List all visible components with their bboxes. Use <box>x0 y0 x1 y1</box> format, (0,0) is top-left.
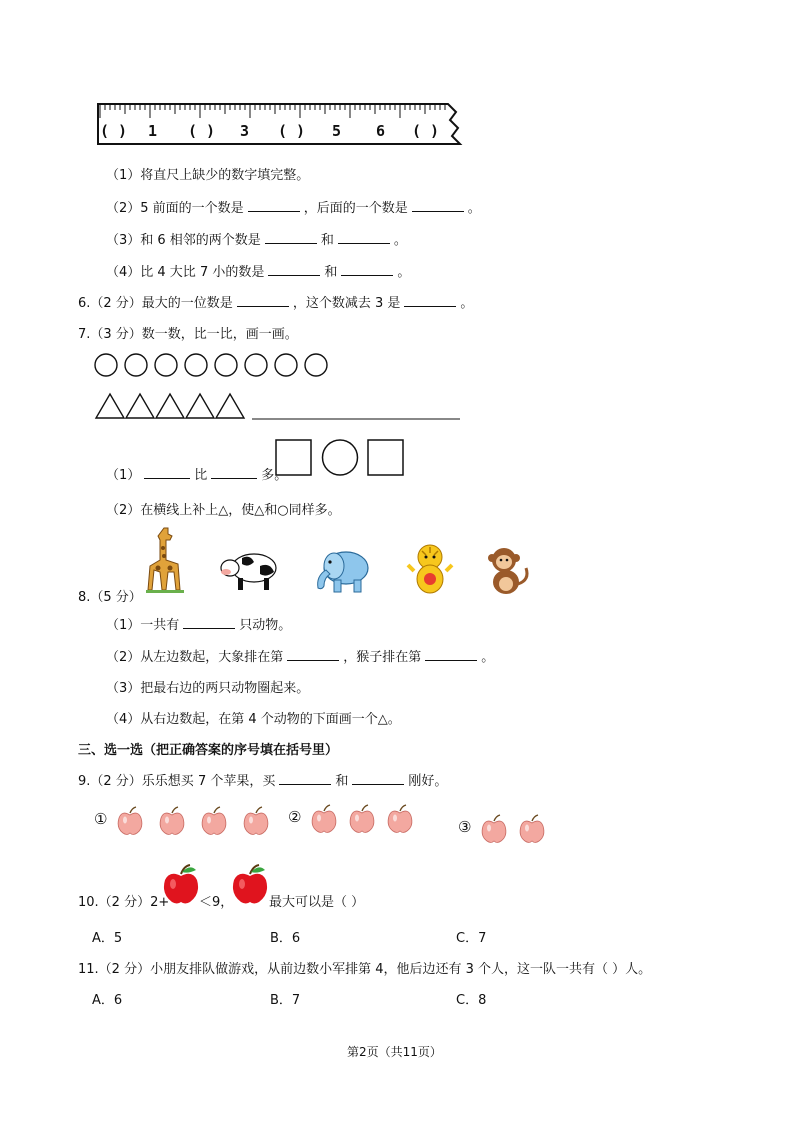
answer-blank[interactable] <box>248 199 300 212</box>
red-apple-icon <box>231 864 269 906</box>
pink-apple-icon <box>310 804 338 834</box>
q7-sub1-text-a: （1） <box>106 468 141 483</box>
triangle-shape <box>156 394 184 418</box>
q7-title: 7.（3 分）数一数，比一比，画一画。 <box>78 327 298 342</box>
triangle-shape <box>96 394 124 418</box>
q5-sub3-text-b: 和 <box>320 233 334 248</box>
q5-sub2 <box>106 197 481 216</box>
q10-option-a[interactable]: A．5 <box>92 931 123 946</box>
answer-blank[interactable] <box>412 199 464 212</box>
circle-shape <box>125 354 147 376</box>
q10-text-c: 最大可以是（ ） <box>269 895 365 910</box>
ruler-number-label: 3 <box>240 122 250 140</box>
square-box[interactable] <box>276 440 311 475</box>
triangle-shape <box>216 394 244 418</box>
circle-shape <box>155 354 177 376</box>
q9 <box>78 770 447 789</box>
apple-group-label[interactable]: ③ <box>458 818 472 836</box>
circle-box[interactable] <box>323 440 358 475</box>
answer-blank[interactable] <box>211 466 257 479</box>
q11: 11.（2 分）小朋友排队做游戏，从前边数小军排第 4，他后边还有 3 个人，这一队一共有（ ）人。 <box>78 962 652 977</box>
ruler <box>96 98 468 150</box>
q9-text-b: 和 <box>335 774 349 789</box>
ruler-blank-label[interactable]: ( ) <box>278 122 306 140</box>
q6-text-b: ，这个数减去 3 是 <box>292 296 401 311</box>
q10-option-c[interactable]: C．7 <box>456 931 487 946</box>
answer-blank[interactable] <box>425 648 477 661</box>
q5-sub2-text-a: （2）5 前面的一个数是 <box>106 201 244 216</box>
q9-text-c: 刚好。 <box>408 774 448 789</box>
q11-option-a[interactable]: A．6 <box>92 993 123 1008</box>
q11-option-c[interactable]: C．8 <box>456 993 487 1008</box>
q5-sub2-text-b: ，后面的一个数是 <box>303 201 408 216</box>
pink-apple-icon <box>386 804 414 834</box>
answer-blank[interactable] <box>237 294 289 307</box>
apple-group-label[interactable]: ① <box>94 810 108 828</box>
answer-blank[interactable] <box>404 294 456 307</box>
answer-blank[interactable] <box>352 772 404 785</box>
section-3-title: 三、选一选（把正确答案的序号填在括号里） <box>78 743 339 758</box>
ruler-number-label: 1 <box>148 122 158 140</box>
answer-blank[interactable] <box>268 263 320 276</box>
pink-apple-icon <box>116 806 144 836</box>
ruler-blank-label[interactable]: ( ) <box>100 122 128 140</box>
ruler-blank-label[interactable]: ( ) <box>188 122 216 140</box>
answer-blank[interactable] <box>279 772 331 785</box>
ruler-blank-label[interactable]: ( ) <box>412 122 440 140</box>
pink-apple-icon <box>242 806 270 836</box>
q5-sub3 <box>106 229 407 248</box>
pink-apple-icon <box>480 814 508 844</box>
giraffe-icon <box>138 526 188 596</box>
q5-sub2-text-c: 。 <box>467 201 481 216</box>
q7-sub1-text-b: 比 <box>194 468 208 483</box>
answer-blank[interactable] <box>341 263 393 276</box>
pink-apple-icon <box>348 804 376 834</box>
q8-sub2-text-b: ，猴子排在第 <box>343 650 422 665</box>
apple-group-label[interactable]: ② <box>288 808 302 826</box>
q8-sub2-text-a: （2）从左边数起，大象排在第 <box>106 650 284 665</box>
circle-shape <box>185 354 207 376</box>
q7-sub1-text-c: 多。 <box>261 468 288 483</box>
q5-sub4 <box>106 261 410 280</box>
ruler-number-label: 6 <box>376 122 386 140</box>
q10-option-b[interactable]: B．6 <box>270 931 301 946</box>
answer-blank[interactable] <box>144 466 190 479</box>
square-box[interactable] <box>368 440 403 475</box>
q11-option-b[interactable]: B．7 <box>270 993 301 1008</box>
pink-apple-icon <box>200 806 228 836</box>
cow-icon <box>220 546 280 596</box>
q6-text-c: 。 <box>460 296 474 311</box>
q8-sub4: （4）从右边数起，在第 4 个动物的下面画一个△。 <box>106 712 401 727</box>
q5-sub1: （1）将直尺上缺少的数字填完整。 <box>106 168 310 183</box>
q8-sub2-text-c: 。 <box>481 650 495 665</box>
q10-text-b: ＜9， <box>199 895 234 910</box>
elephant-icon <box>312 544 374 596</box>
answer-blank[interactable] <box>265 231 317 244</box>
q7-shape-boxes <box>274 438 414 478</box>
pink-apple-icon <box>158 806 186 836</box>
q7-circles <box>94 352 344 382</box>
ruler-number-label: 5 <box>332 122 342 140</box>
q5-sub4-text-a: （4）比 4 大比 7 小的数是 <box>106 265 265 280</box>
triangle-shape <box>186 394 214 418</box>
q7-sub2: （2）在横线上补上△，使△和○同样多。 <box>106 503 341 518</box>
q7-triangles <box>94 392 474 422</box>
pink-apple-icon <box>518 814 546 844</box>
q8-label: 8.（5 分） <box>78 590 142 605</box>
answer-blank[interactable] <box>287 648 339 661</box>
q8-sub1-text-a: （1）一共有 <box>106 618 180 633</box>
circle-shape <box>305 354 327 376</box>
q5-sub3-text-a: （3）和 6 相邻的两个数是 <box>106 233 261 248</box>
circle-shape <box>215 354 237 376</box>
q10-text-a: 10.（2 分）2+ <box>78 895 170 910</box>
triangle-shape <box>126 394 154 418</box>
circle-shape <box>275 354 297 376</box>
q5-sub4-text-b: 和 <box>324 265 338 280</box>
answer-blank[interactable] <box>183 616 235 629</box>
answer-blank[interactable] <box>338 231 390 244</box>
q6-text-a: 6.（2 分）最大的一位数是 <box>78 296 233 311</box>
q8-sub1 <box>106 614 291 633</box>
circle-shape <box>245 354 267 376</box>
tiger-icon <box>404 541 456 597</box>
q7-sub1 <box>106 464 287 483</box>
q8-sub1-text-b: 只动物。 <box>239 618 292 633</box>
q5-sub4-text-c: 。 <box>397 265 411 280</box>
circle-shape <box>95 354 117 376</box>
red-apple-icon <box>162 864 200 906</box>
q9-text-a: 9.（2 分）乐乐想买 7 个苹果，买 <box>78 774 276 789</box>
q5-sub3-text-c: 。 <box>393 233 407 248</box>
page-footer: 第2页（共11页） <box>347 1045 442 1059</box>
monkey-icon <box>484 544 534 598</box>
q8-sub2 <box>106 646 494 665</box>
q6 <box>78 292 473 311</box>
q8-sub3: （3）把最右边的两只动物圈起来。 <box>106 681 310 696</box>
